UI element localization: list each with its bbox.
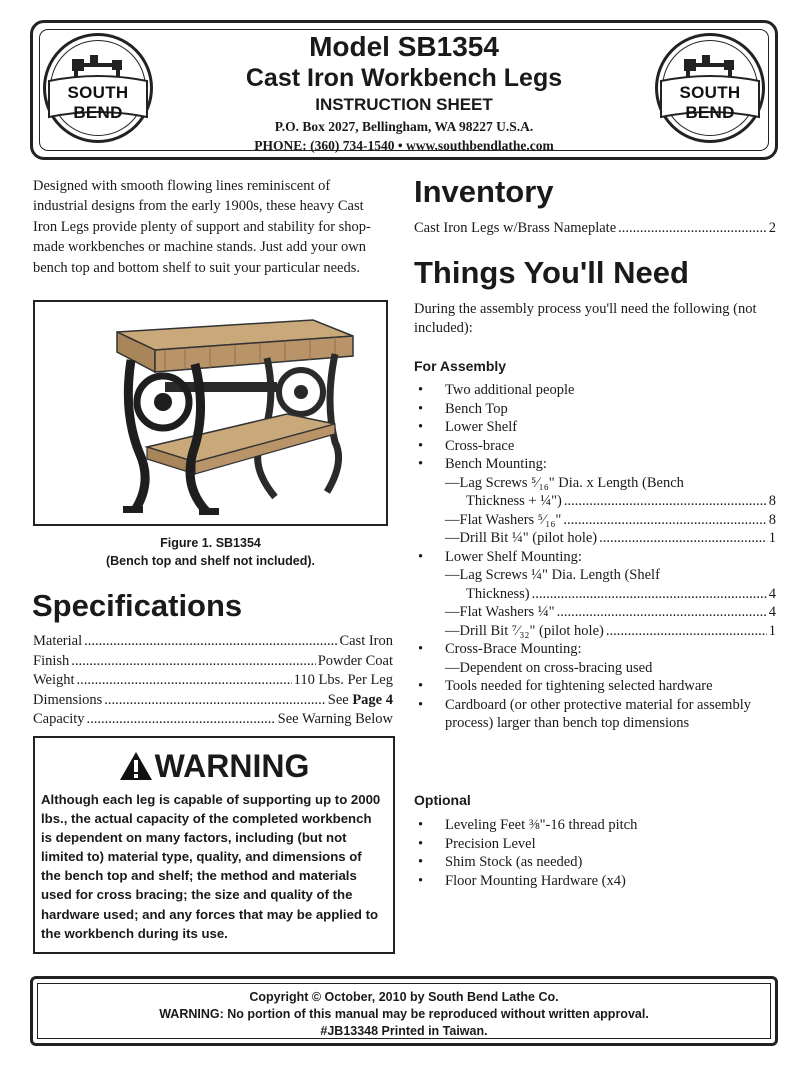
spec-value-prefix: See	[327, 691, 353, 708]
sub-item	[414, 585, 776, 604]
optional-heading: Optional	[414, 792, 471, 808]
sub-item-qty: 4	[768, 585, 776, 602]
list-item	[414, 640, 776, 659]
sub-item: —Lag Screws ⁵⁄₁₆" Dia. x Length (Bench	[445, 474, 684, 491]
inventory-heading: Inventory	[414, 174, 554, 209]
copyright-line: Copyright © October, 2010 by South Bend Lathe Co.	[249, 990, 559, 1004]
model-title: Model SB1354	[309, 31, 499, 62]
list-item	[414, 677, 776, 696]
warning-triangle-icon	[119, 751, 153, 781]
header-text	[173, 31, 635, 155]
sub-item-qty: 4	[768, 604, 776, 620]
header-banner	[30, 20, 778, 160]
list-item	[414, 437, 776, 456]
bullet: •	[418, 437, 424, 454]
spec-row	[33, 652, 393, 672]
list-item-text: Bench Top	[445, 400, 508, 417]
sub-item-text: Thickness)	[466, 585, 530, 602]
sub-item-text: —Drill Bit ¼" (pilot hole)	[445, 530, 598, 546]
list-item	[414, 816, 776, 835]
list-item	[414, 835, 776, 854]
list-item-text: Lower Shelf	[445, 419, 518, 435]
spec-value: 110 Lbs. Per Leg	[293, 672, 393, 688]
sub-item-text: —Drill Bit ⁷⁄₃₂" (pilot hole)	[445, 622, 604, 639]
warning-title-text: WARNING	[154, 748, 310, 784]
figure-caption-line2: (Bench top and shelf not included).	[105, 554, 316, 568]
spec-row	[33, 632, 393, 652]
document-number: #JB13348 Printed in Taiwan.	[320, 1024, 488, 1038]
sub-item-qty: 1	[768, 622, 776, 639]
spec-value: See Warning Below	[277, 711, 393, 727]
bullet: •	[418, 419, 424, 435]
bullet: •	[418, 835, 424, 852]
list-item-text: Cardboard (or other protective material for assembly process) larger than bench top dimensions	[445, 696, 751, 731]
spec-row	[33, 691, 393, 711]
assembly-list	[414, 381, 776, 733]
specifications-list	[33, 632, 393, 730]
south-bend-logo-right	[655, 33, 765, 143]
logo-word-bend: BEND	[73, 103, 123, 122]
figure-1	[33, 300, 388, 526]
spec-label: Capacity	[33, 711, 85, 727]
list-item-text: Leveling Feet ⅜"-16 thread pitch	[445, 817, 638, 833]
spec-row	[33, 671, 393, 691]
list-item	[414, 696, 776, 733]
specifications-heading: Specifications	[32, 588, 243, 623]
bullet: •	[418, 817, 424, 833]
warning-title	[35, 746, 393, 786]
sub-item-qty: 8	[768, 511, 776, 528]
sub-item	[414, 603, 776, 622]
optional-list	[414, 816, 776, 890]
list-item	[414, 853, 776, 872]
list-item	[414, 400, 776, 419]
bullet: •	[418, 872, 424, 889]
list-item-text: Shim Stock (as needed)	[445, 854, 583, 870]
sub-item-text: —Flat Washers ⁵⁄₁₆"	[445, 511, 562, 528]
logo-word-south: SOUTH	[679, 83, 741, 102]
spec-label: Finish	[33, 652, 70, 669]
inventory-qty: 2	[768, 220, 776, 236]
list-item	[414, 872, 776, 891]
company-phone: PHONE: (360) 734-1540 • www.southbendlathe.com	[254, 138, 554, 153]
warning-box	[33, 736, 395, 954]
sub-item	[414, 511, 776, 530]
sub-item	[414, 492, 776, 511]
spec-value: Cast Iron	[339, 633, 393, 649]
spec-row	[33, 710, 393, 730]
sub-item-text: —Flat Washers ¼"	[445, 604, 555, 620]
things-needed-intro: During the assembly process you'll need the following (not included):	[414, 301, 757, 337]
product-title: Cast Iron Workbench Legs	[245, 64, 563, 92]
list-item-text: Two additional people	[445, 382, 575, 398]
spec-label: Material	[33, 633, 83, 649]
list-item-text: Tools needed for tightening selected hardware	[445, 678, 713, 694]
list-item-text: Floor Mounting Hardware (x4)	[445, 872, 626, 889]
document-type: INSTRUCTION SHEET	[315, 95, 493, 114]
list-item	[414, 455, 776, 474]
list-item	[414, 418, 776, 437]
intro-paragraph: Designed with smooth flowing lines reminiscent of industrial designs from the early 1900s, these heavy Cast Iron Legs provide plenty of support and stability for shop-made workbenches or machine stands. Just add your own bench top and bottom shelf to suit your particular needs.	[33, 178, 371, 276]
footer-text	[33, 989, 775, 1040]
sub-item	[414, 529, 776, 548]
list-item-text: Lower Shelf Mounting:	[445, 548, 582, 565]
spec-label: Dimensions	[33, 691, 103, 708]
figure-caption-line1: Figure 1. SB1354	[160, 536, 261, 550]
sub-item-text: Thickness + ¼")	[466, 493, 562, 509]
page-reference-link[interactable]: Page 4	[352, 691, 393, 708]
inventory-row	[414, 220, 776, 237]
list-item-text: Precision Level	[445, 835, 536, 852]
bullet: •	[418, 678, 424, 694]
bullet: •	[418, 456, 424, 472]
sub-item: —Dependent on cross-bracing used	[445, 659, 653, 676]
logo-word-bend: BEND	[685, 103, 735, 122]
sub-item-qty: 8	[768, 493, 776, 509]
bullet: •	[418, 641, 424, 657]
list-item-text: Cross-Brace Mounting:	[445, 641, 582, 657]
bullet: •	[418, 400, 424, 417]
logo-word-south: SOUTH	[67, 83, 129, 102]
bullet: •	[418, 696, 424, 713]
footer-box	[30, 976, 778, 1046]
workbench-illustration	[35, 302, 385, 523]
bullet: •	[418, 854, 424, 870]
bullet: •	[418, 382, 424, 398]
sub-item: —Lag Screws ¼" Dia. Length (Shelf	[445, 567, 660, 583]
reproduction-warning: WARNING: No portion of this manual may be reproduced without written approval.	[159, 1007, 649, 1021]
list-item-text: Cross-brace	[445, 437, 515, 454]
company-address: P.O. Box 2027, Bellingham, WA 98227 U.S.A.	[274, 119, 534, 134]
list-item-text: Bench Mounting:	[445, 456, 547, 472]
list-item	[414, 548, 776, 567]
sub-item-qty: 1	[768, 530, 776, 546]
things-needed-heading: Things You'll Need	[414, 255, 689, 290]
spec-value: Powder Coat	[317, 652, 393, 669]
south-bend-logo-left	[43, 33, 153, 143]
inventory-item: Cast Iron Legs w/Brass Nameplate	[414, 220, 617, 236]
warning-text: Although each leg is capable of supporting up to 2000 lbs., the actual capacity of the completed workbench is dependent on many factors, including (but not limited to) material type, quality, and dimensions of the bench top and shelf; the method and materials used for cross bracing; the size and quality of the hardware used; and any forces that may be applied to the workbench during its use.	[41, 792, 381, 941]
bullet: •	[418, 548, 424, 565]
for-assembly-heading: For Assembly	[414, 358, 507, 374]
spec-value	[328, 691, 393, 711]
figure-caption	[33, 534, 388, 570]
spec-label: Weight	[33, 672, 75, 688]
list-item	[414, 381, 776, 400]
sub-item	[414, 622, 776, 641]
